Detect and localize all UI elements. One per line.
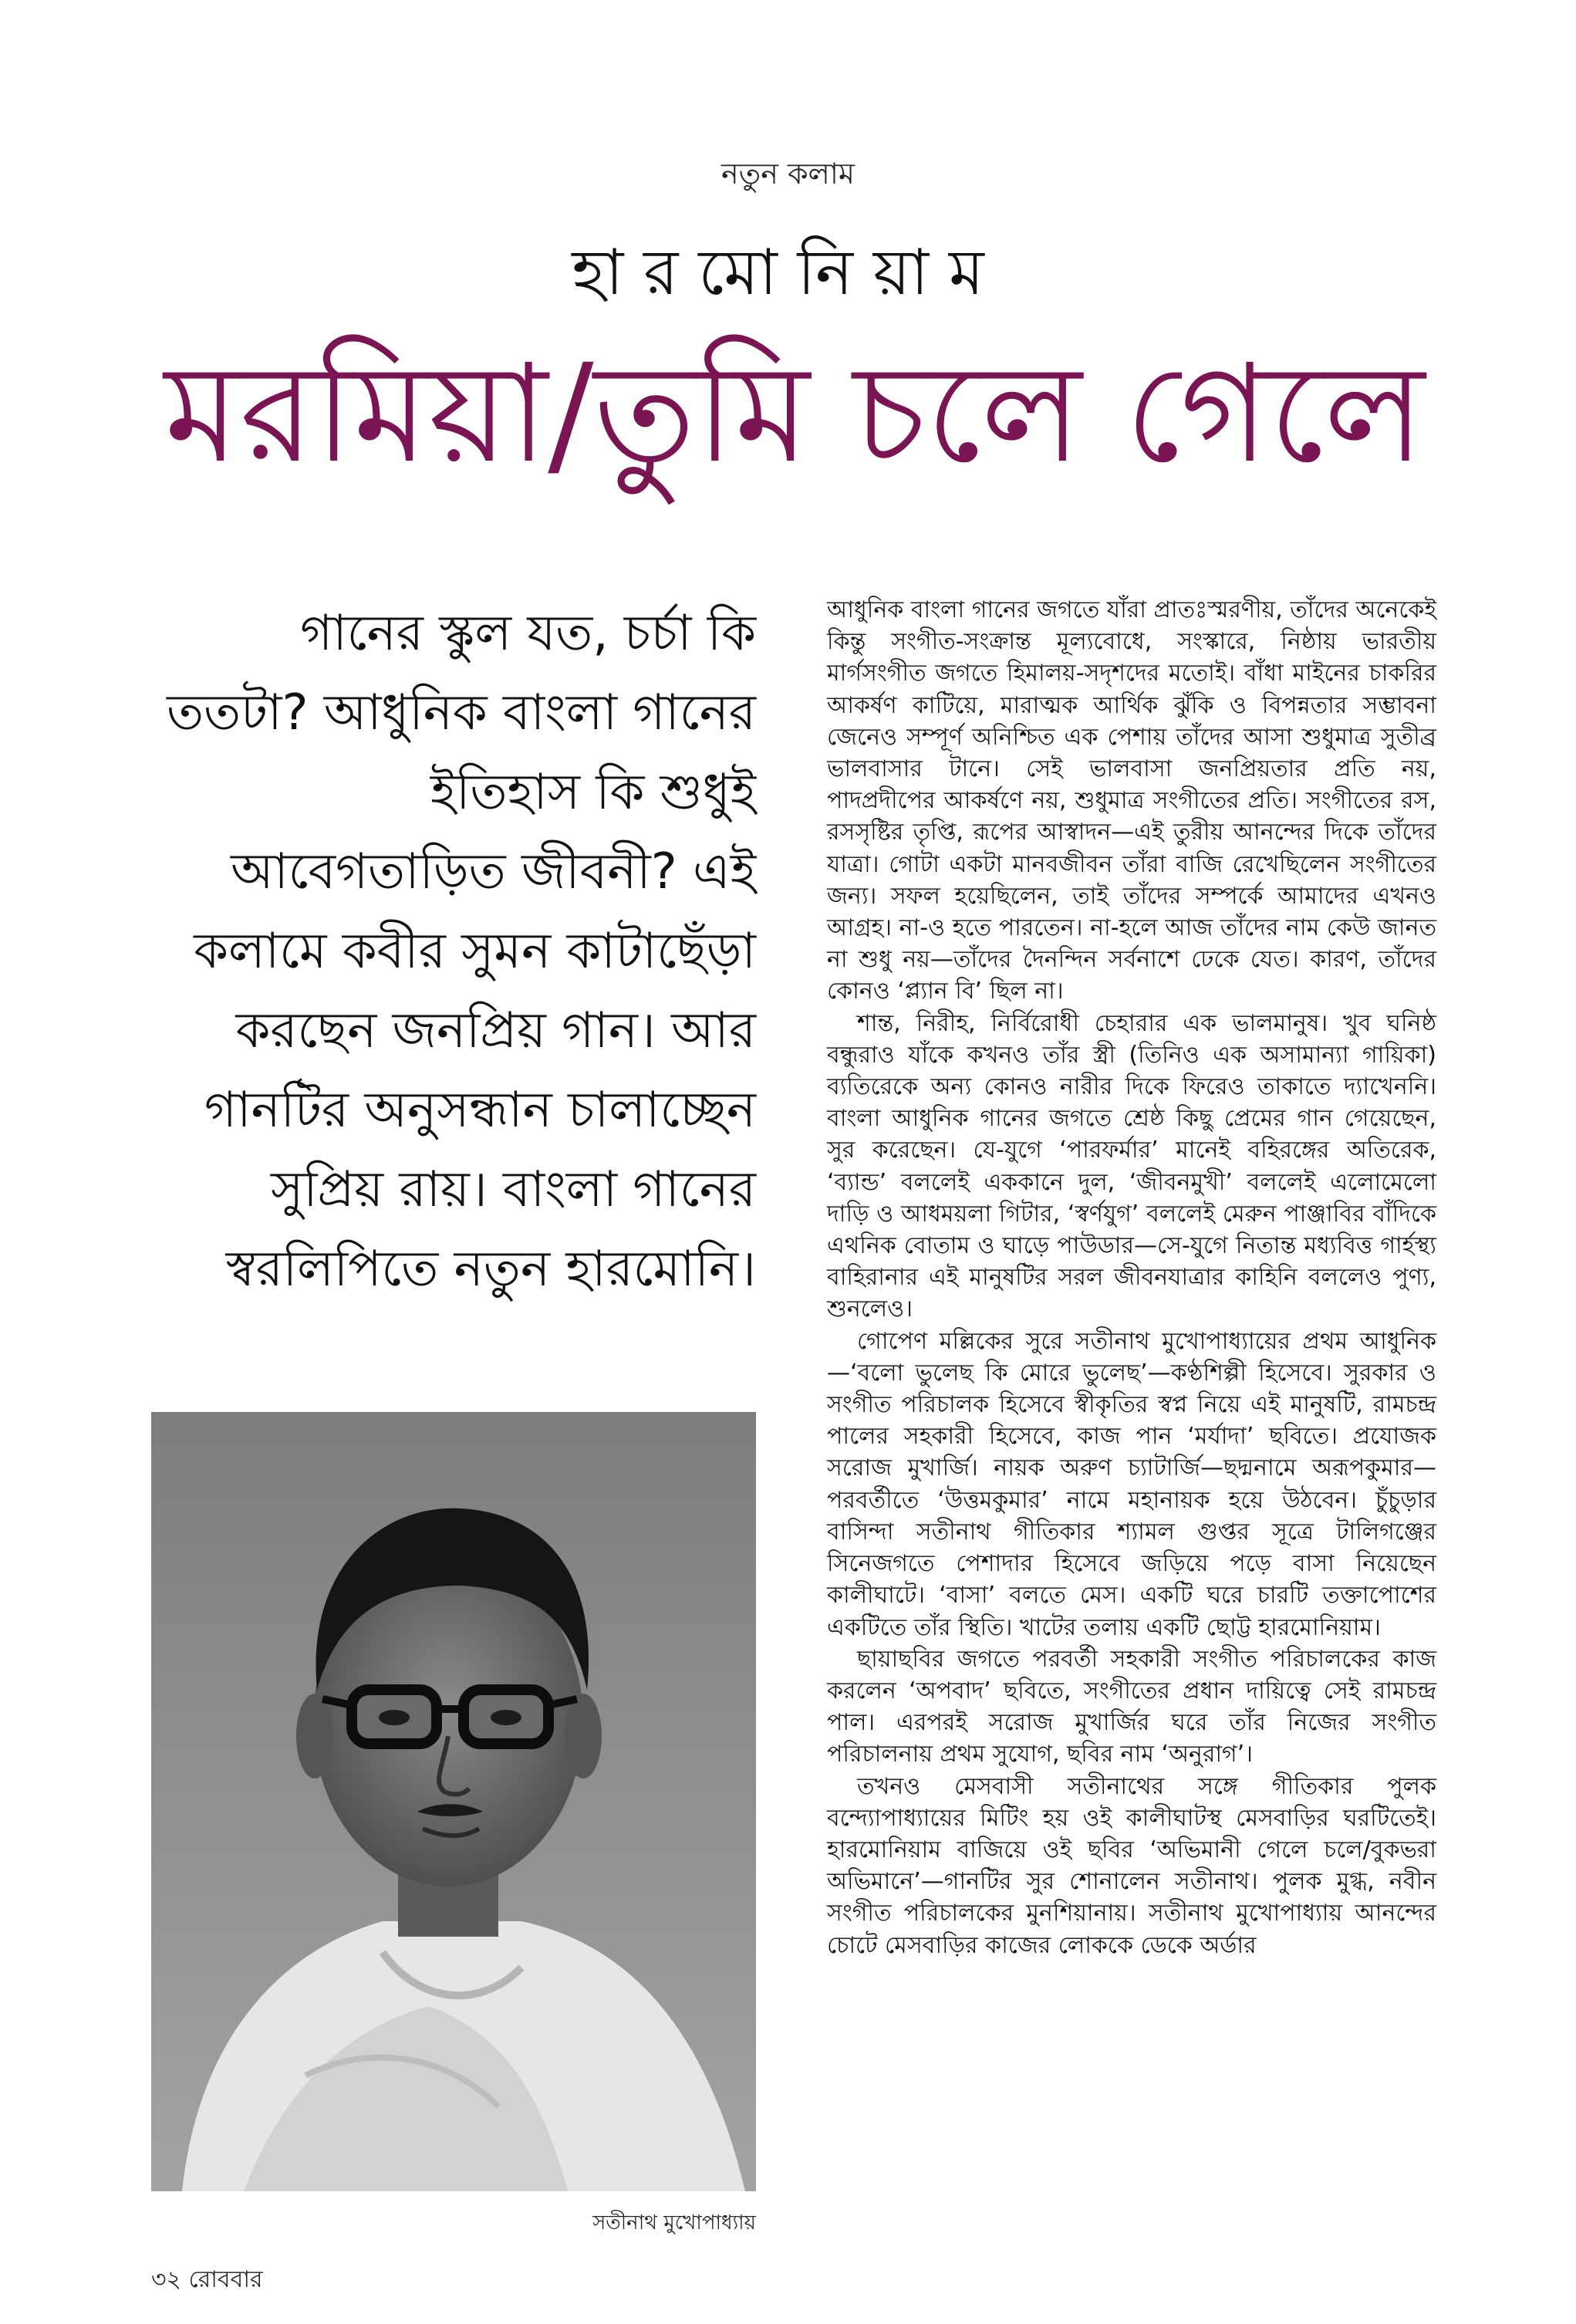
page-folio: ৩২ রোববার: [151, 2266, 263, 2293]
body-paragraph: শান্ত, নিরীহ, নির্বিরোধী চেহারার এক ভালমানুষ। খুব ঘনিষ্ঠ বন্ধুরাও যাঁকে কখনও তাঁর স্ত্রী (তিনিও এক অসামান্যা গায়িকা) ব্যতিরেকে অন্য কোনও নারীর দিকে ফিরেও তাকাতে দ্যাখেননি। বাংলা আধুনিক গানের জগতে শ্রেষ্ঠ কিছু প্রেমের গান গেয়েছেন, সুর করেছেন। যে-যুগে ‘পারফর্মার’ মানেই বহিরঙ্গের অতিরেক, ‘ব্যান্ড’ বললেই এককানে দুল, ‘জীবনমুখী’ বললেই এলোমেলো দাড়ি ও আধময়লা গিটার, ‘স্বর্ণযুগ’ বললেই মেরুন পাঞ্জাবির বাঁদিকে এথনিক বোতাম ও ঘাড়ে পাউডার—সে-যুগে নিতান্ত মধ্যবিত্ত গার্হস্থ্য বাহিরানার এই মানুষটির সরল জীবনযাত্রার কাহিনি বললেও পুণ্য, শুনলেও।: [827, 1009, 1436, 1323]
body-paragraph: আধুনিক বাংলা গানের জগতে যাঁরা প্রাতঃস্মরণীয়, তাঁদের অনেকেই কিন্তু সংগীত-সংক্রান্ত মূল্যবোধে, সংস্কারে, নিষ্ঠায় ভারতীয় মার্গসংগীত জগতে হিমালয়-সদৃশদের মতোই। বাঁধা মাইনের চাকরির আকর্ষণ কাটিয়ে, মারাত্মক আর্থিক ঝুঁকি ও বিপন্নতার সম্ভাবনা জেনেও সম্পূর্ণ অনিশ্চিত এক পেশায় তাঁদের আসা শুধুমাত্র সুতীব্র ভালবাসার টানে। সেই ভালবাসা জনপ্রিয়তার প্রতি নয়, পাদপ্রদীপের আকর্ষণে নয়, শুধুমাত্র সংগীতের প্রতি। সংগীতের রস, রসসৃষ্টির তৃপ্তি, রূপের আস্বাদন—এই তুরীয় আনন্দের দিকে তাঁদের যাত্রা। গোটা একটা মানবজীবন তাঁরা বাজি রেখেছিলেন সংগীতের জন্য। সফল হয়েছিলেন, তাই তাঁদের সম্পর্কে আমাদের এখনও আগ্রহ। না-ও হতে পারতেন। না-হলে আজ তাঁদের নাম কেউ জানত না শুধু নয়—তাঁদের দৈনন্দিন সর্বনাশে ঢেকে যেত। কারণ, তাঁদের কোনও ‘প্ল্যান বি’ ছিল না।: [827, 596, 1436, 1005]
portrait-photo: [151, 1412, 756, 2191]
headline: মরমিয়া/তুমি চলে গেলে: [164, 335, 1426, 493]
article-body: [827, 594, 1436, 1961]
column-name: হারমোনিয়াম: [572, 236, 1004, 309]
body-paragraph: গোপেণ মল্লিকের সুরে সতীনাথ মুখোপাধ্যায়ের প্রথম আধুনিক—‘বলো ভুলেছ কি মোরে ভুলেছ’—কণ্ঠশিল্পী হিসেবে। সুরকার ও সংগীত পরিচালক হিসেবে স্বীকৃতির স্বপ্ন নিয়ে এই মানুষটি, রামচন্দ্র পালের সহকারী হিসেবে, কাজ পান ‘মর্যাদা’ ছবিতে। প্রযোজক সরোজ মুখার্জি। নায়ক অরুণ চ্যাটার্জি—ছদ্মনামে অরূপকুমার—পরবর্তীতে ‘উত্তমকুমার’ নামে মহানায়ক হয়ে উঠবেন। চুঁচুড়ার বাসিন্দা সতীনাথ গীতিকার শ্যামল গুপ্তর সূত্রে টালিগঞ্জের সিনেজগতে পেশাদার হিসেবে জড়িয়ে পড়ে বাসা নিয়েছেন কালীঘাটে। ‘বাসা’ বলতে মেস। একটি ঘরে চারটি তক্তাপোশের একটিতে তাঁর স্থিতি। খাটের তলায় একটি ছোট্ট হারমোনিয়াম।: [827, 1327, 1436, 1641]
photo-caption: সতীনাথ মুখোপাধ্যায়: [592, 2211, 756, 2234]
body-paragraph: ছায়াছবির জগতে পরবর্তী সহকারী সংগীত পরিচালকের কাজ করলেন ‘অপবাদ’ ছবিতে, সংগীতের প্রধান দায়িত্বে সেই রামচন্দ্র পাল। এরপরই সরোজ মুখার্জির ঘরে তাঁর নিজের সংগীত পরিচালনায় প্রথম সুযোগ, ছবির নাম ‘অনুরাগ’।: [827, 1645, 1436, 1768]
body-paragraph: তখনও মেসবাসী সতীনাথের সঙ্গে গীতিকার পুলক বন্দ্যোপাধ্যায়ের মিটিং হয় ওই কালীঘাটস্থ মেসবাড়ির ঘরটিতেই। হারমোনিয়াম বাজিয়ে ওই ছবির ‘অভিমানী গেলে চলে/বুকভরা অভিমানে’—গানটির সুর শোনালেন সতীনাথ। পুলক মুগ্ধ, নবীন সংগীত পরিচালকের মুনশিয়ানায়। সতীনাথ মুখোপাধ্যায় আনন্দের চোটে মেসবাড়ির কাজের লোককে ডেকে অর্ডার: [827, 1772, 1436, 1959]
section-kicker: নতুন কলাম: [721, 157, 855, 191]
standfirst: গানের স্কুল যত, চর্চা কি ততটা? আধুনিক বাংলা গানের ইতিহাস কি শুধুই আবেগতাড়িত জীবনী? এই কলামে কবীর সুমন কাটাছেঁড়া করছেন জনপ্রিয় গান। আর গানটির অনুসন্ধান চালাচ্ছেন সুপ্রিয় রায়। বাংলা গানের স্বরলিপিতে নতুন হারমোনি।: [167, 605, 756, 1298]
portrait-illustration: [151, 1412, 756, 2191]
